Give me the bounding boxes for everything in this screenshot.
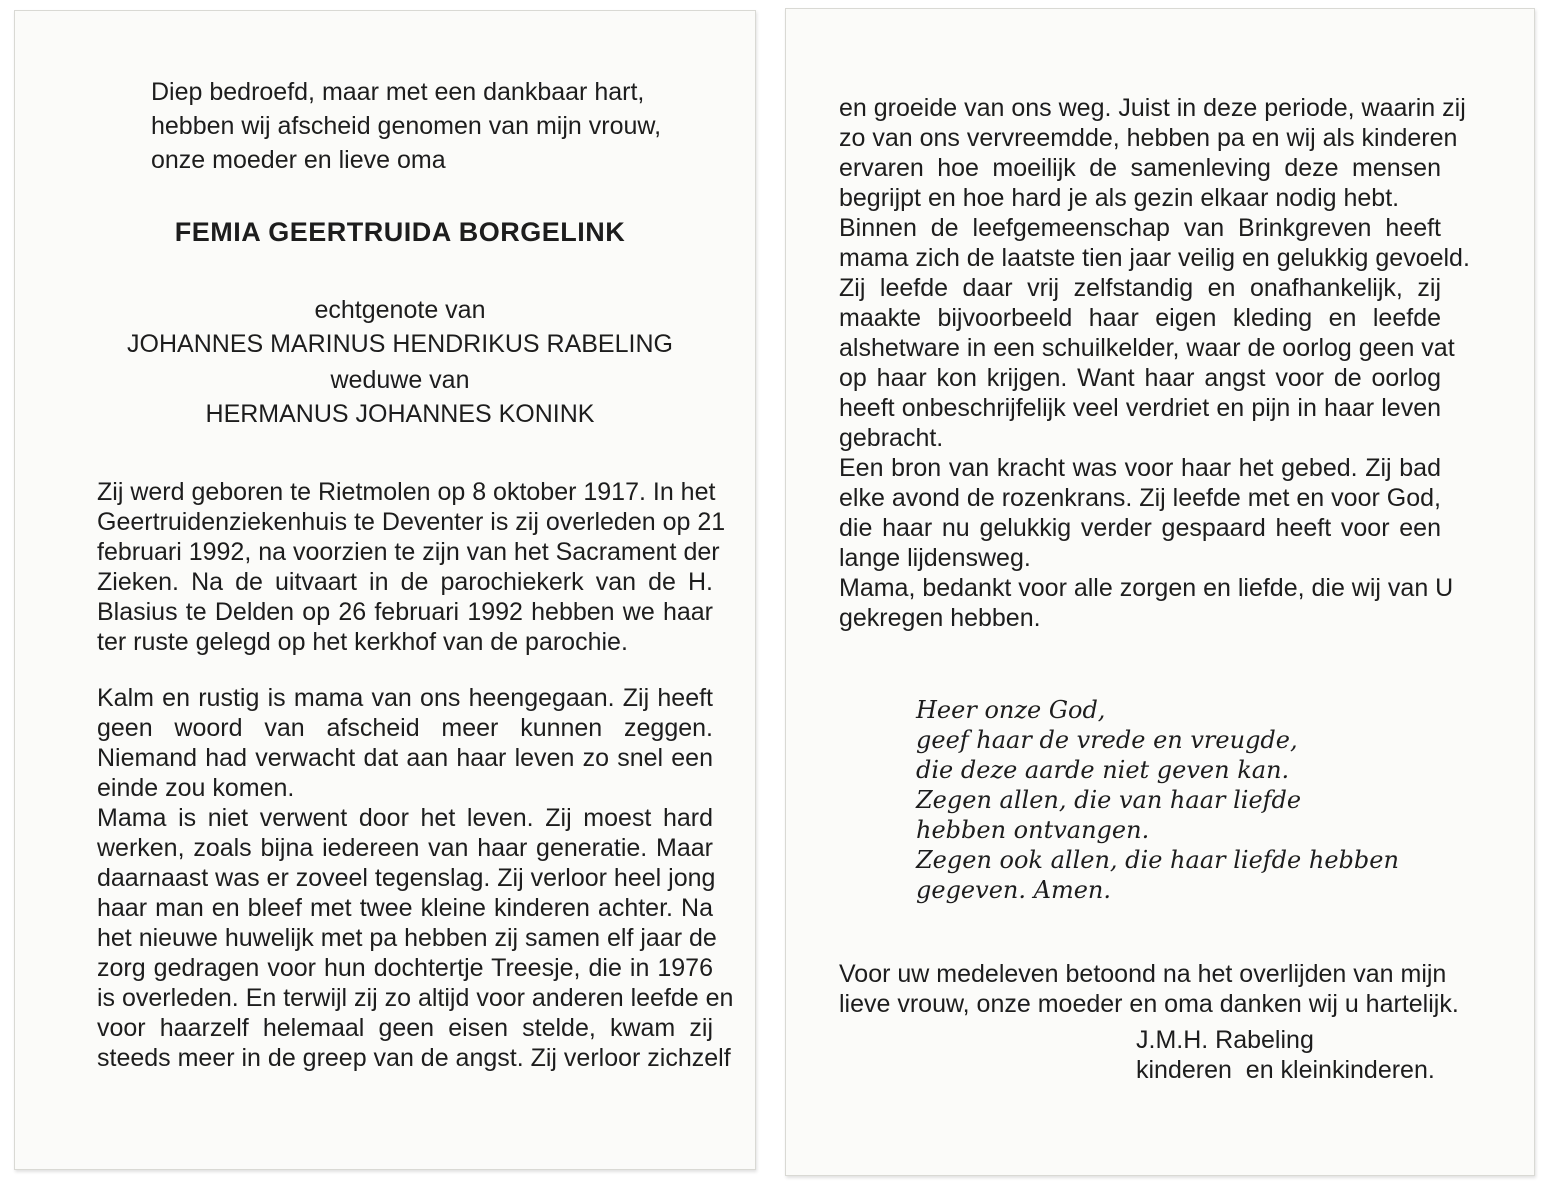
paragraph-line: maakte bijvoorbeeld haar eigen kleding en leefde <box>839 304 1441 332</box>
paragraph-line: haar man en bleef met twee kleine kinderen achter. Na <box>97 894 713 922</box>
paragraph-line: voor haarzelf helemaal geen eisen stelde, kwam zij <box>97 1014 713 1042</box>
paragraph-line: februari 1992, na voorzien te zijn van het Sacrament der <box>97 538 720 566</box>
spouse-label: echtgenote van <box>314 296 486 324</box>
paragraph-line: geen woord van afscheid meer kunnen zeggen. <box>97 714 713 742</box>
prayer-line: Zegen ook allen, die haar liefde hebben <box>916 846 1399 874</box>
paragraph-line: mama zich de laatste tien jaar veilig en gelukkig gevoeld. <box>839 244 1470 272</box>
paragraph-line: alshetware in een schuilkelder, waar de oorlog geen vat <box>839 334 1455 362</box>
paragraph-line: Zij werd geboren te Rietmolen op 8 oktober 1917. In het <box>97 478 716 506</box>
thanks-line: Voor uw medeleven betoond na het overlijden van mijn <box>839 960 1447 988</box>
paragraph-line: zo van ons vervreemdde, hebben pa en wij als kinderen <box>839 124 1458 152</box>
signature-family: kinderen en kleinkinderen. <box>1136 1056 1435 1084</box>
paragraph-line: Blasius te Delden op 26 februari 1992 hebben we haar <box>97 598 713 626</box>
paragraph-line: begrijpt en hoe hard je als gezin elkaar nodig hebt. <box>839 184 1400 212</box>
signature-name: J.M.H. Rabeling <box>1136 1026 1314 1054</box>
paragraph-line: is overleden. En terwijl zij zo altijd voor anderen leefde en <box>97 984 734 1012</box>
prayer-line: hebben ontvangen. <box>916 816 1150 844</box>
prayer-line: Heer onze God, <box>916 696 1106 724</box>
paragraph-line: gebracht. <box>839 424 944 452</box>
deceased-name: FEMIA GEERTRUIDA BORGELINK <box>174 217 626 247</box>
paragraph-line: Niemand had verwacht dat aan haar leven zo snel een <box>97 744 713 772</box>
paragraph-line: ervaren hoe moeilijk de samenleving deze mensen <box>839 154 1441 182</box>
paragraph-line: en groeide van ons weg. Juist in deze periode, waarin zij <box>839 94 1466 122</box>
paragraph-line: die haar nu gelukkig verder gespaard heeft voor een <box>839 514 1441 542</box>
paragraph-line: heeft onbeschrijfelijk veel verdriet en pijn in haar leven <box>839 394 1441 422</box>
intro-line: Diep bedroefd, maar met een dankbaar hart, <box>151 78 645 106</box>
paragraph-line: Binnen de leefgemeenschap van Brinkgreven heeft <box>839 214 1441 242</box>
former-spouse-name: HERMANUS JOHANNES KONINK <box>205 400 595 428</box>
paragraph-line: Zij leefde daar vrij zelfstandig en onafhankelijk, zij <box>839 274 1441 302</box>
prayer-line: die deze aarde niet geven kan. <box>916 756 1290 784</box>
paragraph-line: einde zou komen. <box>97 774 295 802</box>
intro-line: onze moeder en lieve oma <box>151 146 446 174</box>
paragraph-line: Zieken. Na de uitvaart in de parochiekerk van de H. <box>97 568 713 596</box>
paragraph-line: gekregen hebben. <box>839 604 1041 632</box>
paragraph-line: ter ruste gelegd op het kerkhof van de parochie. <box>97 628 628 656</box>
paragraph-line: Mama, bedankt voor alle zorgen en liefde, die wij van U <box>839 574 1454 602</box>
left-card-page <box>14 10 756 1170</box>
widow-label: weduwe van <box>330 366 470 394</box>
paragraph-line: daarnaast was er zoveel tegenslag. Zij verloor heel jong <box>97 864 716 892</box>
prayer-line: Zegen allen, die van haar liefde <box>916 786 1302 814</box>
prayer-line: geef haar de vrede en vreugde, <box>916 726 1298 754</box>
paragraph-line: steeds meer in de greep van de angst. Zij verloor zichzelf <box>97 1044 731 1072</box>
paragraph-line: het nieuwe huwelijk met pa hebben zij samen elf jaar de <box>97 924 717 952</box>
paragraph-line: elke avond de rozenkrans. Zij leefde met en voor God, <box>839 484 1441 512</box>
paragraph-line: Geertruidenziekenhuis te Deventer is zij overleden op 21 <box>97 508 726 536</box>
spouse-name: JOHANNES MARINUS HENDRIKUS RABELING <box>127 330 673 358</box>
intro-line: hebben wij afscheid genomen van mijn vrouw, <box>151 112 662 140</box>
paragraph-line: werken, zoals bijna iedereen van haar generatie. Maar <box>97 834 713 862</box>
right-card-page <box>785 8 1535 1176</box>
paragraph-line: op haar kon krijgen. Want haar angst voor de oorlog <box>839 364 1441 392</box>
thanks-line: lieve vrouw, onze moeder en oma danken wij u hartelijk. <box>839 990 1459 1018</box>
paragraph-line: lange lijdensweg. <box>839 544 1031 572</box>
paragraph-line: Mama is niet verwent door het leven. Zij moest hard <box>97 804 713 832</box>
prayer-line: gegeven. Amen. <box>916 876 1111 904</box>
paragraph-line: Kalm en rustig is mama van ons heengegaan. Zij heeft <box>97 684 713 712</box>
paragraph-line: zorg gedragen voor hun dochtertje Treesje, die in 1976 <box>97 954 713 982</box>
paragraph-line: Een bron van kracht was voor haar het gebed. Zij bad <box>839 454 1441 482</box>
